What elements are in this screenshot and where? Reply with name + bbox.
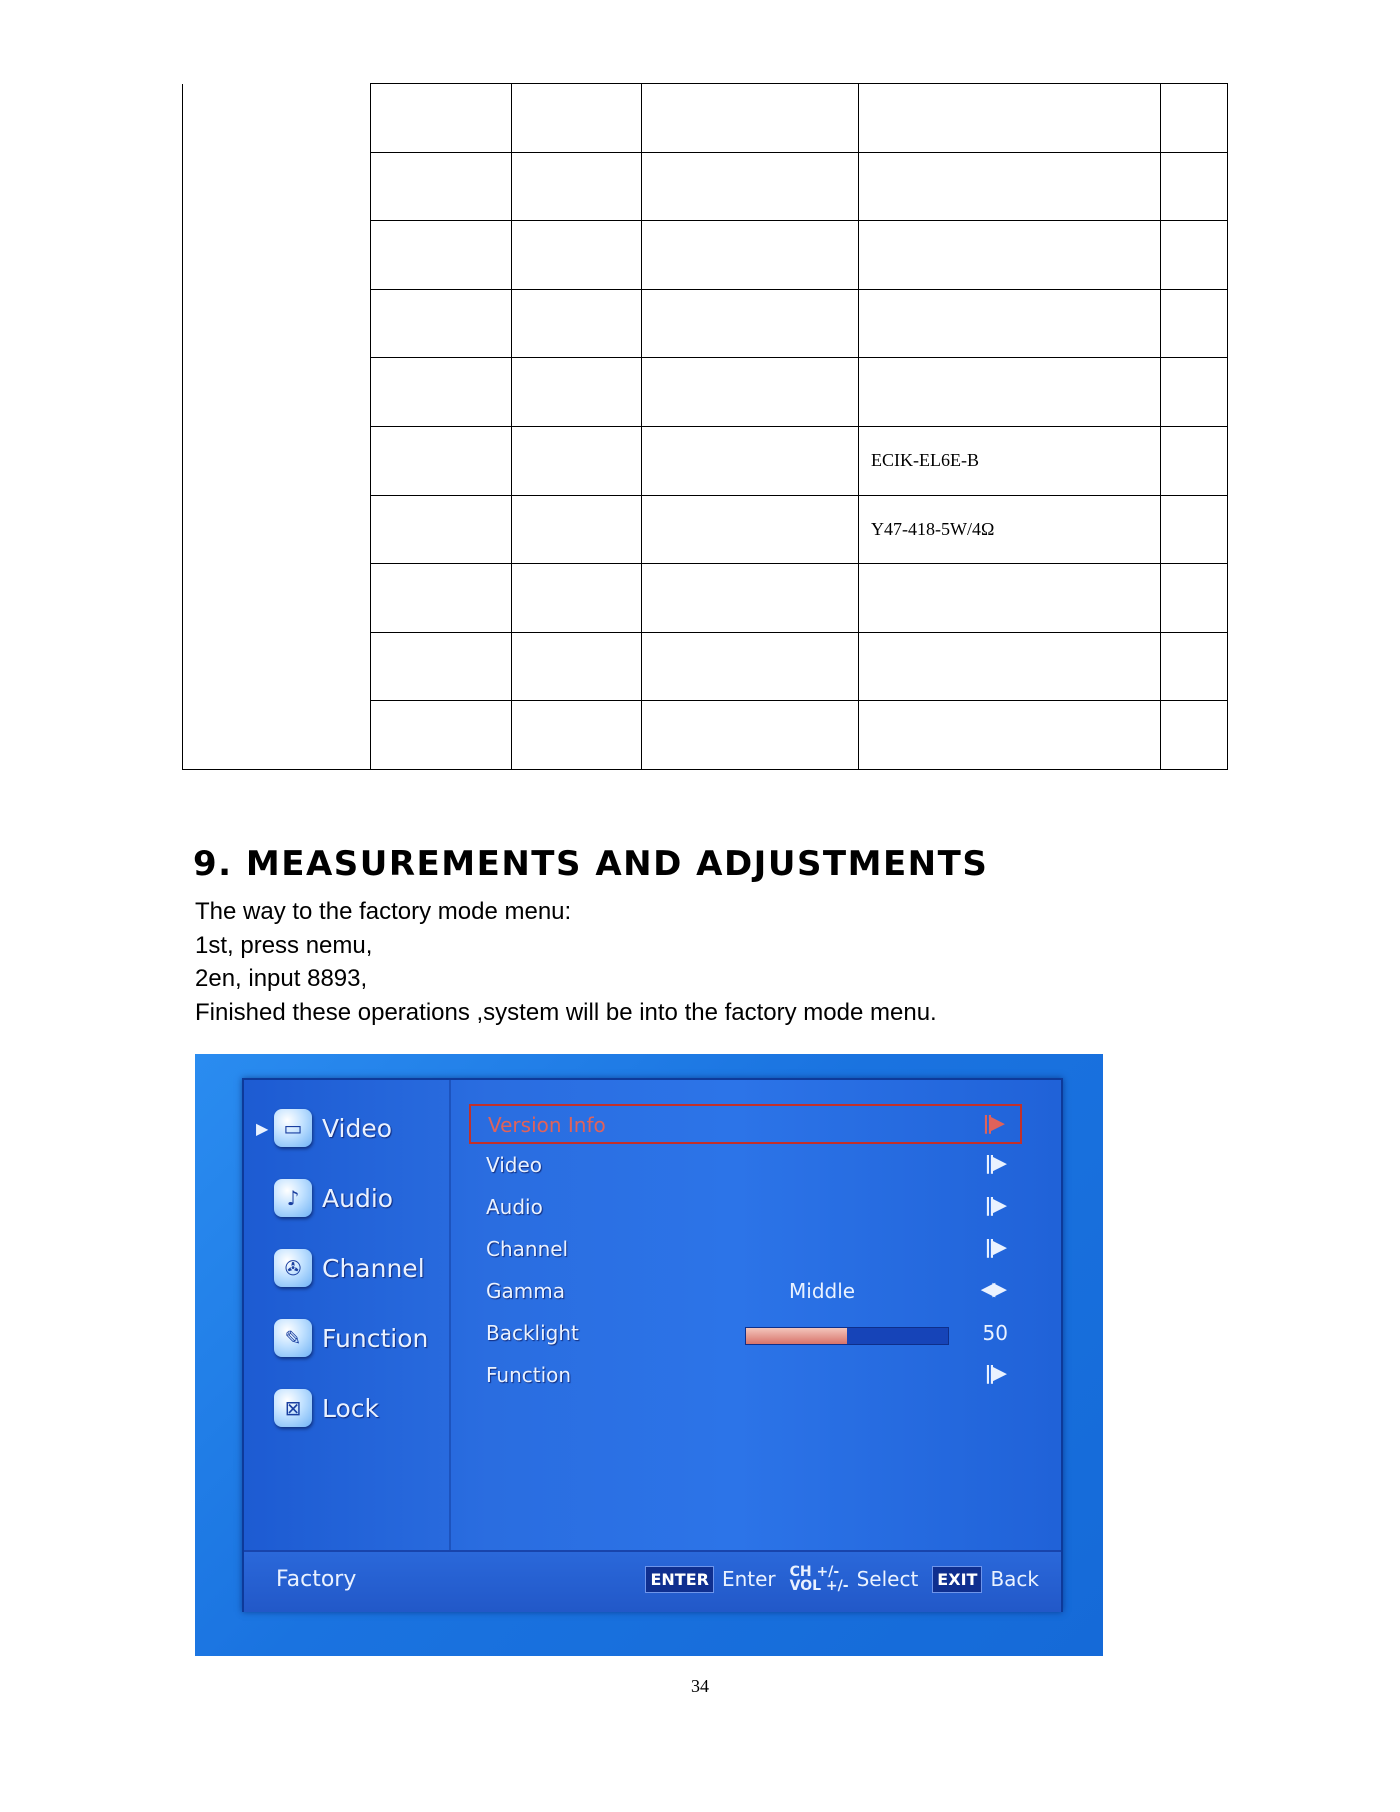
table-cell xyxy=(512,632,642,701)
section-heading: 9. MEASUREMENTS AND ADJUSTMENTS xyxy=(193,844,989,884)
factory-menu-screenshot xyxy=(195,1054,1103,1656)
table-cell xyxy=(859,701,1161,770)
table-cell xyxy=(512,221,642,290)
table-row xyxy=(183,84,1228,153)
table-cell xyxy=(859,358,1161,427)
table-cell xyxy=(512,495,642,564)
main-menu-item-lock: ⊠ Lock xyxy=(256,1378,441,1438)
audio-icon: ♪ xyxy=(274,1179,312,1217)
video-icon: ▭ xyxy=(274,1109,312,1147)
table-cell xyxy=(859,632,1161,701)
table-cell xyxy=(512,564,642,633)
table-cell-part-number: Y47-418-5W/4Ω xyxy=(859,495,1161,564)
menu-title: Factory xyxy=(276,1567,357,1592)
table-cell xyxy=(1161,84,1228,153)
enter-submenu-icon: ||▶ xyxy=(984,1362,1004,1384)
table-cell xyxy=(1161,358,1228,427)
gamma-value: Middle xyxy=(789,1279,856,1303)
submenu-list xyxy=(469,1100,1049,1550)
table-cell xyxy=(371,221,512,290)
table-cell xyxy=(371,495,512,564)
table-cell xyxy=(642,632,859,701)
main-menu-item-function: ✎ Function xyxy=(256,1308,441,1368)
table-cell xyxy=(512,358,642,427)
backlight-value: 50 xyxy=(982,1321,1008,1345)
selection-arrow-icon: ▶ xyxy=(256,1118,269,1138)
key-hints: ENTER Enter CH +/- VOL +/- Select EXIT Back xyxy=(645,1565,1039,1593)
enter-submenu-icon: ||▶ xyxy=(984,1152,1004,1174)
main-menu-item-video: ▶ ▭ Video xyxy=(256,1098,441,1158)
enter-submenu-icon: ||▶ xyxy=(984,1236,1004,1258)
paragraph-line: 2en, input 8893, xyxy=(195,965,368,992)
main-menu-item-audio: ♪ Audio xyxy=(256,1168,441,1228)
table-cell xyxy=(371,564,512,633)
table-cell xyxy=(642,701,859,770)
table-cell-merged xyxy=(183,84,371,770)
table-cell xyxy=(1161,701,1228,770)
paragraph-line: 1st, press nemu, xyxy=(195,932,373,959)
table-cell xyxy=(1161,289,1228,358)
table-cell xyxy=(642,495,859,564)
table-cell xyxy=(512,84,642,153)
table-cell xyxy=(371,84,512,153)
enter-submenu-icon: ||▶ xyxy=(982,1112,1002,1134)
table-cell xyxy=(642,221,859,290)
table-cell xyxy=(1161,632,1228,701)
table-cell xyxy=(512,426,642,495)
submenu-item-channel: Channel ||▶ xyxy=(486,1236,1004,1261)
table-cell xyxy=(1161,495,1228,564)
backlight-slider-fill xyxy=(746,1328,847,1344)
table-cell-part-number: ECIK-EL6E-B xyxy=(859,426,1161,495)
table-cell xyxy=(512,152,642,221)
table-cell xyxy=(859,152,1161,221)
page-number: 34 xyxy=(691,1676,709,1696)
table-cell xyxy=(642,426,859,495)
table-cell xyxy=(642,289,859,358)
table-cell xyxy=(1161,564,1228,633)
table-cell xyxy=(642,564,859,633)
paragraph-line: Finished these operations ,system will be into the factory mode menu. xyxy=(195,999,937,1026)
table-cell xyxy=(859,564,1161,633)
table-cell xyxy=(371,152,512,221)
left-right-arrows-icon: ◀▶ xyxy=(980,1278,1004,1300)
table-cell xyxy=(371,289,512,358)
table-cell xyxy=(1161,426,1228,495)
submenu-item-version-info: Version Info ||▶ xyxy=(469,1104,1022,1144)
table-cell xyxy=(512,701,642,770)
table-cell xyxy=(512,289,642,358)
lock-icon: ⊠ xyxy=(274,1389,312,1427)
main-menu xyxy=(244,1080,451,1550)
ch-vol-key-badge: CH +/- VOL +/- xyxy=(789,1564,849,1594)
function-icon: ✎ xyxy=(274,1319,312,1357)
osd-panel xyxy=(242,1078,1063,1612)
table-cell xyxy=(371,426,512,495)
table-cell xyxy=(642,358,859,427)
submenu-item-audio: Audio ||▶ xyxy=(486,1194,1004,1219)
table-cell xyxy=(371,701,512,770)
submenu-item-backlight: Backlight 50 xyxy=(486,1321,1008,1345)
table-cell xyxy=(1161,221,1228,290)
submenu-item-gamma: Gamma Middle ◀▶ xyxy=(486,1278,1004,1303)
exit-key-badge: EXIT xyxy=(932,1566,982,1593)
table-cell xyxy=(371,358,512,427)
table-cell xyxy=(1161,152,1228,221)
main-menu-item-channel: ✇ Channel xyxy=(256,1238,441,1298)
submenu-item-video: Video ||▶ xyxy=(486,1152,1004,1177)
table-cell xyxy=(859,84,1161,153)
enter-submenu-icon: ||▶ xyxy=(984,1194,1004,1216)
table-cell xyxy=(642,84,859,153)
osd-footer xyxy=(244,1550,1061,1612)
channel-icon: ✇ xyxy=(274,1249,312,1287)
parts-table xyxy=(182,83,1228,770)
table-cell xyxy=(859,221,1161,290)
table-cell xyxy=(859,289,1161,358)
table-cell xyxy=(642,152,859,221)
paragraph-line: The way to the factory mode menu: xyxy=(195,898,572,925)
table-cell xyxy=(371,632,512,701)
submenu-item-function: Function ||▶ xyxy=(486,1362,1004,1387)
enter-key-badge: ENTER xyxy=(645,1566,713,1593)
backlight-slider xyxy=(745,1327,949,1345)
